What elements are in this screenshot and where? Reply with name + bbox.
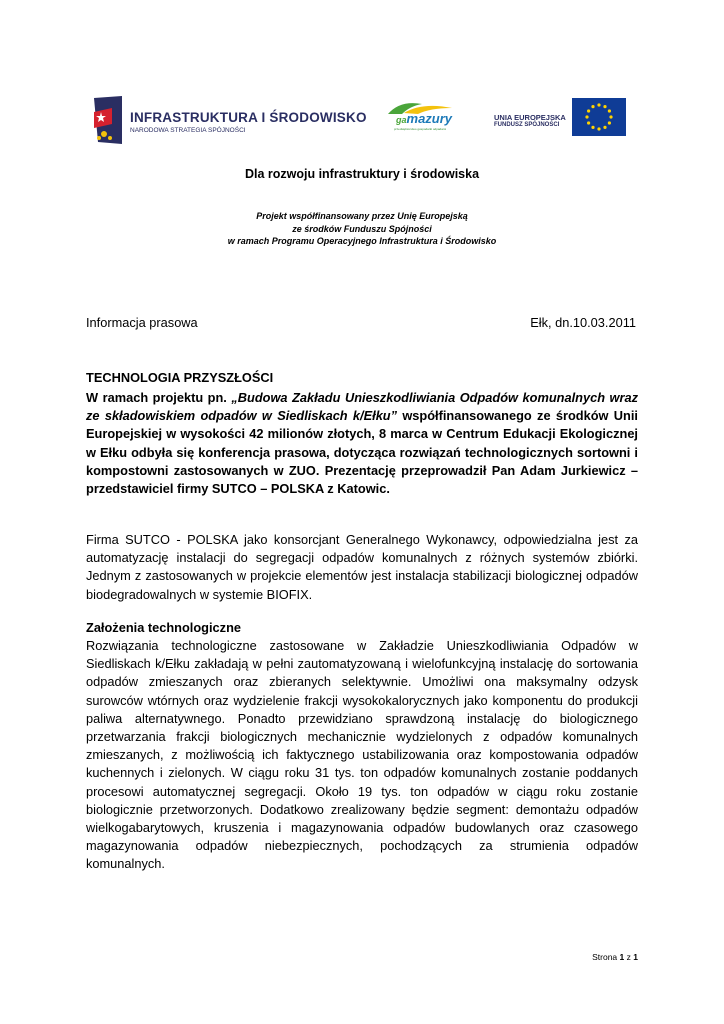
eu-line1: UNIA EUROPEJSKA <box>494 113 566 122</box>
footer-current-page: 1 <box>619 952 625 962</box>
eu-line2: FUNDUSZ SPÓJNOŚCI <box>494 122 560 128</box>
lead-start: W ramach projektu pn. <box>86 390 232 405</box>
project-line-2: ze środków Funduszu Spójności <box>292 223 432 234</box>
place-date: Ełk, dn.10.03.2011 <box>530 315 636 330</box>
paragraph-technology: Rozwiązania technologiczne zastosowane w Zakładzie Unieszkodliwiania Odpadów w Siedliskach k/Ełku zakładają w pełni zautomatyzowaną i wielofunkcyjną instalację do sortowania odpadów zmieszanych oraz zbieranych selektywnie. Umożliwi ona maksymalny odzysk surowców wtórnych oraz wydzielenie frakcji wysokokalorycznych jako komponentu do produkcji paliwa alternatywnego. Ponadto przewidziano sprawdzoną instalację do biologicznego przetwarzania frakcji biologicznych mechanicznie wydzielonych z odpadów komunalnych zmieszanych, z możliwością ich faktycznego ustabilizowania oraz kompostowania odpadów kuchennych i zielonych. W ciągu roku 31 tys. ton odpadów komunalnych zostanie poddanych procesowi automatycznej segregacji. Około 19 tys. ton odpadów w ciągu roku zostanie biologicznie przetworzonych. Dodatkowo zrealizowany będzie segment: demontażu odpadów wielkogabarytowych, kruszenia i magazynowania odpadów budowlanych oraz czasowego magazynowania odpadów niebezpiecznych, pochodzących za strumienia odpadów komunalnych. <box>86 638 638 872</box>
press-release-label: Informacja prasowa <box>86 315 198 330</box>
project-line-3: w ramach Programu Operacyjnego Infrastruktura i Środowisko <box>227 236 497 246</box>
press-info-row <box>86 315 636 330</box>
article-heading: TECHNOLOGIA PRZYSZŁOŚCI <box>86 370 274 385</box>
eu-flag-icon <box>572 98 626 136</box>
footer-total-pages: 1 <box>633 952 638 962</box>
paragraph-sutco: Firma SUTCO - POLSKA jako konsorcjant Generalnego Wykonawcy, odpowiedzialna jest za automatyzację instalacji do segregacji odpadów komunalnych z różnych systemów zbiórki. Jednym z zastosowanych w projekcie elementów jest instalacja stabilizacji biologicznej odpadów biodegradowalnych w systemie BIOFIX. <box>86 532 638 602</box>
page-footer <box>560 952 638 962</box>
mazury-slogan: przedsiębiorstwo gospodarki odpadami <box>394 127 447 131</box>
flag-star-icon <box>92 94 126 146</box>
project-note <box>0 210 724 248</box>
header-logos <box>92 94 632 146</box>
lead-rest: współfinansowanego ze środków Unii Europejskiej w wysokości 42 milionów złotych, 8 marca w Centrum Edukacji Ekologicznej w Ełku odbyła się konferencja prasowa, dotycząca rozwiązań technologicznych sortowni i kompostowni zastosowanych w ZUO. Prezentację przeprowadził Pan Adam Jurkiewicz – przedstawiciel firmy SUTCO – POLSKA z Katowic. <box>86 408 638 497</box>
infrastruktura-subtitle: NARODOWA STRATEGIA SPÓJNOŚCI <box>130 127 246 134</box>
infrastruktura-logo <box>92 94 367 146</box>
infrastruktura-title: INFRASTRUKTURA I ŚRODOWISKO <box>130 110 367 125</box>
mazury-name: gamazury <box>396 111 453 126</box>
footer-separator: z <box>626 952 631 962</box>
eu-logo <box>490 98 632 138</box>
project-line-1: Projekt współfinansowany przez Unię Europejską <box>256 211 468 221</box>
mazury-logo <box>382 100 462 136</box>
section-subheading: Założenia technologiczne <box>86 620 242 635</box>
article-lead <box>86 389 638 498</box>
lead-project-name: „Budowa Zakładu Unieszkodliwiania Odpadów komunalnych wraz ze składowiskiem odpadów w Siedliskach k/Ełku” <box>86 390 638 424</box>
page-title: Dla rozwoju infrastruktury i środowiska <box>244 167 480 181</box>
footer-label: Strona <box>592 952 618 962</box>
